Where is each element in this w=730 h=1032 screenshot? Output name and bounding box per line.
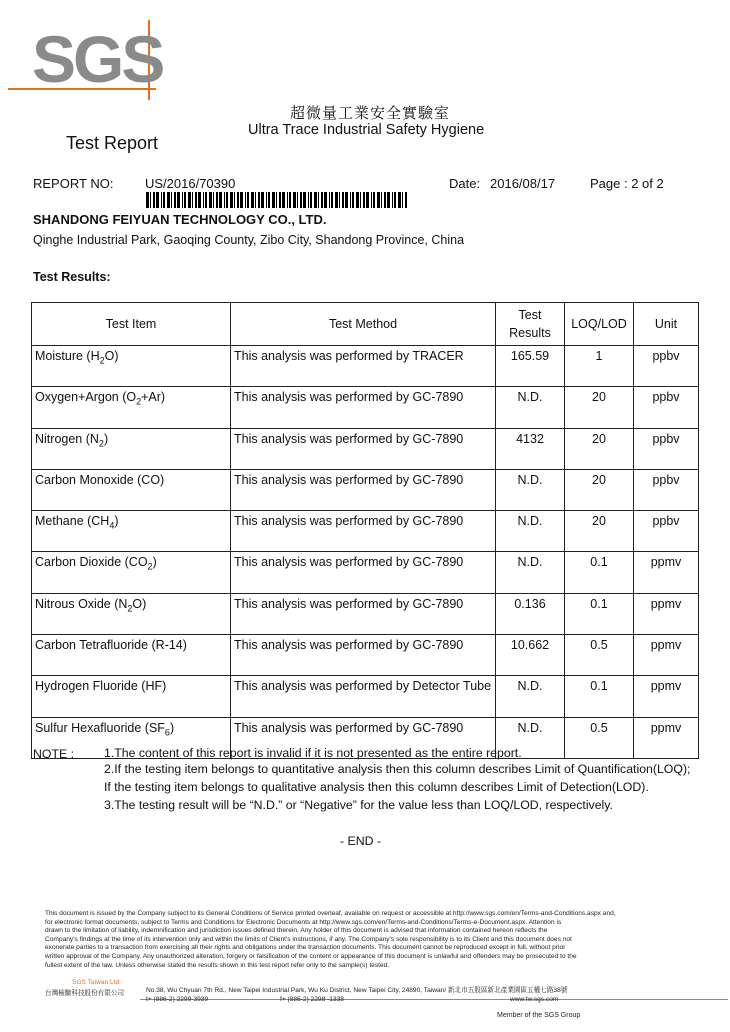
barcode-bar <box>161 192 162 208</box>
barcode-bar <box>335 192 338 208</box>
barcode-bar <box>203 192 204 208</box>
cell-test-result: N.D. <box>496 387 565 428</box>
barcode-bar <box>405 192 407 208</box>
cell-test-item <box>32 676 231 717</box>
cell-unit: ppmv <box>634 635 699 676</box>
barcode-bar <box>268 192 270 208</box>
cell-test-item <box>32 387 231 428</box>
disclaimer <box>45 910 695 970</box>
cell-loq-lod: 20 <box>565 511 634 552</box>
test-item-subscript: 6 <box>164 727 170 738</box>
footer-company-cn: 台灣檢驗科技股份有限公司 <box>45 990 125 997</box>
cell-loq-lod: 20 <box>565 469 634 510</box>
table-row <box>32 387 699 428</box>
cell-test-method: This analysis was performed by GC-7890 <box>231 469 496 510</box>
test-item-name: Hydrogen Fluoride (HF) <box>35 679 167 694</box>
barcode <box>146 192 408 208</box>
barcode-bar <box>318 192 319 208</box>
barcode-bar <box>167 192 170 208</box>
barcode-bar <box>360 192 361 208</box>
cell-test-result: 165.59 <box>496 346 565 387</box>
barcode-bar <box>146 192 149 208</box>
barcode-bar <box>308 192 309 208</box>
disclaimer-line: Company's findings at the time of its intervention only and within the limits of Client's instructions, if any. The Company's sole responsibility is to its Client and this document does not <box>45 935 572 943</box>
report-no-label: REPORT NO: <box>33 176 114 191</box>
cell-unit: ppbv <box>634 511 699 552</box>
date-value: 2016/08/17 <box>490 176 556 191</box>
test-item-subscript: 4 <box>109 520 115 531</box>
cell-unit: ppbv <box>634 387 699 428</box>
footer-web: www.tw.sgs.com <box>510 996 559 1003</box>
barcode-bar <box>381 192 382 208</box>
barcode-bar <box>352 192 354 208</box>
barcode-bar <box>297 192 298 208</box>
cell-unit: ppmv <box>634 552 699 593</box>
barcode-bar <box>213 192 214 208</box>
barcode-bar <box>174 192 176 208</box>
barcode-bar <box>205 192 207 208</box>
header-test-method: Test Method <box>231 303 496 346</box>
barcode-bar <box>279 192 281 208</box>
barcode-bar <box>192 192 193 208</box>
company-name: SHANDONG FEIYUAN TECHNOLOGY CO., LTD. <box>33 212 327 227</box>
barcode-bar <box>171 192 172 208</box>
disclaimer-line: for electronic format documents, subject to Terms and Conditions for Electronic Documents at http://www.sgs.com/en/Terms-and-Conditions/Terms-e-Document.aspx. Attention is <box>45 918 562 926</box>
date-label: Date: <box>449 176 481 191</box>
footer-company-en: SGS Taiwan Ltd. <box>72 979 121 986</box>
footer-address: No.38, Wu Chyuan 7th Rd., New Taipei Industrial Park, Wu Ku District, New Taipei City, 24890, Taiwan/ 新北市五股區新北產業園區五權七路38號 <box>146 987 568 994</box>
table-row <box>32 511 699 552</box>
cell-loq-lod: 1 <box>565 346 634 387</box>
cell-loq-lod: 0.5 <box>565 717 634 758</box>
table-row <box>32 346 699 387</box>
note-label: NOTE : <box>33 747 74 761</box>
note-3: 3.The testing result will be “N.D.” or “Negative” for the value less than LOQ/LOD, respectively. <box>104 798 613 812</box>
barcode-bar <box>184 192 186 208</box>
barcode-bar <box>198 192 201 208</box>
barcode-bar <box>150 192 151 208</box>
barcode-bar <box>394 192 396 208</box>
barcode-bar <box>282 192 285 208</box>
test-item-name: Nitrogen (N <box>35 431 99 446</box>
barcode-bar <box>324 192 327 208</box>
cell-test-method: This analysis was performed by TRACER <box>231 346 496 387</box>
table-row <box>32 676 699 717</box>
test-item-name: Methane (CH <box>35 514 110 529</box>
cell-loq-lod: 0.5 <box>565 635 634 676</box>
test-item-subscript: 2 <box>98 438 104 449</box>
barcode-bar <box>366 192 369 208</box>
header-test-item: Test Item <box>32 303 231 346</box>
test-item-suffix: ) <box>152 555 157 570</box>
test-item-name: Carbon Tetrafluoride (R-14) <box>35 638 187 653</box>
page-title: Test Report <box>66 133 159 153</box>
test-item-name: Nitrous Oxide (N <box>35 596 128 611</box>
footer-rule <box>140 999 728 1000</box>
table-row <box>32 552 699 593</box>
header-test-results-line2: Results <box>509 326 551 340</box>
barcode-bar <box>182 192 183 208</box>
cell-test-method: This analysis was performed by GC-7890 <box>231 511 496 552</box>
barcode-bar <box>261 192 264 208</box>
table-row <box>32 635 699 676</box>
barcode-bar <box>226 192 228 208</box>
note-2: 2.If the testing item belongs to quantitative analysis then this column describes Limit of Quantification(LOQ); <box>104 762 691 776</box>
barcode-bar <box>329 192 330 208</box>
company-address: Qinghe Industrial Park, Gaoqing County, Zibo City, Shandong Province, China <box>33 233 465 247</box>
barcode-bar <box>339 192 340 208</box>
barcode-bar <box>255 192 256 208</box>
test-item-name: Moisture (H <box>35 349 100 363</box>
disclaimer-line: exonerate parties to a transaction from exercising all their rights and obligations under the transaction documents. This document cannot be reproduced except in full, without prior <box>45 944 566 952</box>
note-1: 1.The content of this report is invalid if it is not presented as the entire report. <box>104 746 522 760</box>
barcode-bar <box>258 192 260 208</box>
test-results-label: Test Results: <box>33 270 111 284</box>
header-test-results <box>496 303 565 346</box>
cell-test-item <box>32 346 231 387</box>
test-item-name: Oxygen+Argon (O <box>35 390 137 405</box>
test-item-subscript: 2 <box>127 603 133 614</box>
cell-unit: ppmv <box>634 717 699 758</box>
cell-loq-lod: 20 <box>565 387 634 428</box>
barcode-bar <box>219 192 222 208</box>
barcode-bar <box>216 192 218 208</box>
cell-test-result: 10.662 <box>496 635 565 676</box>
barcode-bar <box>276 192 277 208</box>
note-2-continued: If the testing item belongs to qualitative analysis then this column describes Limit of Detection(LOD). <box>104 780 649 794</box>
barcode-bar <box>363 192 365 208</box>
results-table <box>31 302 699 759</box>
barcode-bar <box>331 192 333 208</box>
lab-name-chinese: 超微量工業安全實驗室 <box>290 104 451 122</box>
test-item-name: Sulfur Hexafluoride (SF <box>35 720 165 735</box>
results-table-body <box>32 346 699 759</box>
barcode-bar <box>177 192 180 208</box>
cell-loq-lod: 20 <box>565 428 634 469</box>
disclaimer-line: fullest extent of the law. Unless otherwise stated the results shown in this test report refer only to the sample(s) tested. <box>45 961 390 969</box>
barcode-bar <box>247 192 249 208</box>
cell-test-item <box>32 593 231 634</box>
barcode-bar <box>224 192 225 208</box>
barcode-bar <box>272 192 275 208</box>
cell-test-item <box>32 428 231 469</box>
cell-unit: ppbv <box>634 469 699 510</box>
test-item-suffix: O) <box>104 349 119 363</box>
table-row <box>32 469 699 510</box>
cell-test-method: This analysis was performed by GC-7890 <box>231 717 496 758</box>
footer-member: Member of the SGS Group <box>497 1012 581 1019</box>
cell-test-result: N.D. <box>496 676 565 717</box>
cell-test-method: This analysis was performed by Detector Tube <box>231 676 496 717</box>
barcode-bar <box>387 192 390 208</box>
barcode-bar <box>321 192 323 208</box>
cell-unit: ppbv <box>634 346 699 387</box>
barcode-bar <box>153 192 155 208</box>
barcode-bar <box>230 192 233 208</box>
cell-unit: ppbv <box>634 428 699 469</box>
barcode-bar <box>195 192 197 208</box>
lab-name-english: Ultra Trace Industrial Safety Hygiene <box>248 122 485 138</box>
header-loq-lod: LOQ/LOD <box>565 303 634 346</box>
barcode-bar <box>266 192 267 208</box>
barcode-bar <box>293 192 296 208</box>
cell-unit: ppmv <box>634 676 699 717</box>
cell-unit: ppmv <box>634 593 699 634</box>
cell-test-item <box>32 552 231 593</box>
barcode-bar <box>156 192 159 208</box>
barcode-bar <box>377 192 380 208</box>
barcode-bar <box>188 192 191 208</box>
cell-test-item <box>32 469 231 510</box>
barcode-bar <box>345 192 348 208</box>
header-unit: Unit <box>634 303 699 346</box>
barcode-bar <box>163 192 165 208</box>
end-marker: - END - <box>340 834 381 848</box>
barcode-bar <box>303 192 306 208</box>
barcode-bar <box>300 192 302 208</box>
cell-test-result: 0.136 <box>496 593 565 634</box>
cell-test-item <box>32 511 231 552</box>
cell-test-method: This analysis was performed by GC-7890 <box>231 552 496 593</box>
cell-test-method: This analysis was performed by GC-7890 <box>231 593 496 634</box>
cell-test-method: This analysis was performed by GC-7890 <box>231 635 496 676</box>
barcode-bar <box>350 192 351 208</box>
report-no-value: US/2016/70390 <box>145 176 236 191</box>
barcode-bar <box>373 192 375 208</box>
header-test-results-line1: Test <box>518 308 542 322</box>
disclaimer-line: This document is issued by the Company subject to its General Conditions of Service printed overleaf, available on request or accessible at http://www.sgs.com/en/Terms-and-Conditions.aspx and, <box>45 910 616 917</box>
barcode-bar <box>251 192 254 208</box>
barcode-bar <box>402 192 403 208</box>
test-item-suffix: ) <box>169 720 175 735</box>
footer-fax: f+ (886-2) 2298 -1338 <box>280 996 344 1003</box>
barcode-bar <box>234 192 235 208</box>
test-item-subscript: 2 <box>99 355 105 366</box>
barcode-bar <box>287 192 288 208</box>
barcode-bar <box>371 192 372 208</box>
cell-test-item <box>32 635 231 676</box>
footer-tel: t+ (886-2) 2299-3939 <box>146 996 209 1003</box>
test-item-name: Carbon Monoxide (CO) <box>35 472 165 487</box>
cell-test-result: N.D. <box>496 511 565 552</box>
cell-test-result: 4132 <box>496 428 565 469</box>
cell-loq-lod: 0.1 <box>565 552 634 593</box>
page-number: Page : 2 of 2 <box>590 176 664 191</box>
barcode-bar <box>310 192 312 208</box>
disclaimer-line: written approval of the Company. Any unauthorized alteration, forgery or falsification of the content or appearance of this document is unlawful and offenders may be prosecuted to the <box>45 952 577 960</box>
barcode-bar <box>289 192 291 208</box>
barcode-bar <box>209 192 212 208</box>
sgs-logo: SGS <box>32 22 163 96</box>
barcode-bar <box>240 192 243 208</box>
barcode-bar <box>392 192 393 208</box>
cell-test-result: N.D. <box>496 552 565 593</box>
table-header-row <box>32 303 699 346</box>
table-row <box>32 593 699 634</box>
test-item-suffix: ) <box>114 514 119 529</box>
barcode-bar <box>356 192 359 208</box>
test-item-suffix: ) <box>103 431 109 446</box>
test-item-name: Carbon Dioxide (CO <box>35 555 148 570</box>
cell-test-method: This analysis was performed by GC-7890 <box>231 428 496 469</box>
barcode-bar <box>237 192 239 208</box>
test-item-subscript: 2 <box>147 561 153 572</box>
barcode-bar <box>245 192 246 208</box>
barcode-bar <box>398 192 401 208</box>
barcode-bar <box>384 192 386 208</box>
cell-test-result: N.D. <box>496 469 565 510</box>
disclaimer-line: drawn to the limitation of liability, indemnification and jurisdiction issues defined therein. Any holder of this document is advised that information contained hereon reflects the <box>45 927 548 935</box>
barcode-bars <box>146 192 407 208</box>
cell-test-result: N.D. <box>496 717 565 758</box>
barcode-bar <box>314 192 317 208</box>
barcode-bar <box>342 192 344 208</box>
test-item-suffix: +Ar) <box>141 390 166 405</box>
cell-loq-lod: 0.1 <box>565 676 634 717</box>
cell-test-method: This analysis was performed by GC-7890 <box>231 387 496 428</box>
cell-loq-lod: 0.1 <box>565 593 634 634</box>
test-item-suffix: O) <box>132 596 147 611</box>
table-row <box>32 428 699 469</box>
test-item-subscript: 2 <box>136 396 142 407</box>
